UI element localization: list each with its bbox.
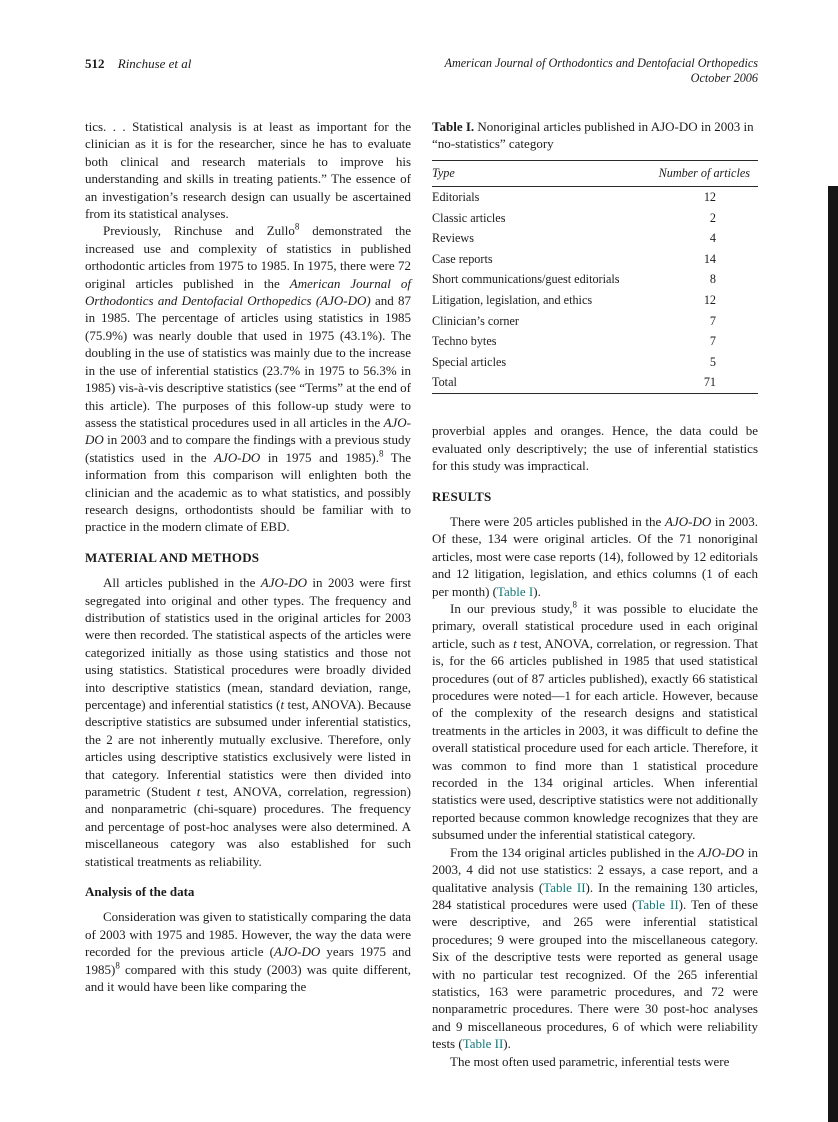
table-cell-type: Clinician’s corner <box>432 313 519 328</box>
table1 <box>432 160 758 394</box>
table-cell-count: 7 <box>709 313 716 328</box>
table-row <box>432 352 758 373</box>
table-cell-type: Reviews <box>432 231 474 246</box>
table-row <box>432 311 758 332</box>
table-cell-count: 4 <box>709 231 716 246</box>
paragraph: Consideration was given to statistically comparing the data of 2003 with 1975 and 1985. However, the way the data were recorded for the previous article (AJO-DO years 1975 and 1985)$^8$ compared with this study (2003) was quite different, and it would have been like comparing the <box>85 909 411 995</box>
table-row <box>432 290 758 311</box>
table-row <box>432 187 758 208</box>
page-edge-shadow <box>828 186 838 1122</box>
running-head-right <box>445 56 758 86</box>
table-cell-type: Short communications/guest editorials <box>432 272 620 287</box>
table-ref-link[interactable]: Table I <box>496 583 534 599</box>
paragraph: tics. . . Statistical analysis is at least as important for the clinician as it is for the researcher, since he has to evaluate both clinical and research materials to improve his understanding and skills in treating patients.” The essence of an investigation’s research design can usually be ascertained from its statistical analyses. <box>85 119 411 222</box>
paragraph: All articles published in the AJO-DO in 2003 were first segregated into original and other types. The frequency and distribution of statistics used in the original articles for 2003 were then recorded. The statistical aspects of the articles were categorized initially as those using statistics and those not using statistics. Statistical procedures were broadly divided into descriptive statistics (mean, standard deviation, range, percentage) and inferential statistics (t test, ANOVA). Because descriptive statistics are subsumed under inferential statistics, the 2 are not inherently mutually exclusive. Therefore, only articles using descriptive statistics exclusively were listed in that category. Inferential statistics were then divided into parametric (Student t test, ANOVA, correlation, regression) and nonparametric (chi-square) procedures. The frequency and percentage of post-hoc analyses were also determined. A miscellaneous category was also established for such statistical treatments as reliability. <box>85 575 411 869</box>
table-cell-type: Special articles <box>432 354 507 369</box>
table-row <box>432 229 758 250</box>
table-cell-count: 2 <box>709 210 716 225</box>
section-heading-results: RESULTS <box>432 488 492 504</box>
table-cell-type: Case reports <box>432 251 493 266</box>
table-cell-count: 7 <box>709 334 716 349</box>
subsection-heading-analysis: Analysis of the data <box>85 884 195 900</box>
table-col-header-count: Number of articles <box>645 161 758 187</box>
table-cell-count: 12 <box>703 190 716 204</box>
table-cell-count: 14 <box>703 251 716 266</box>
running-head-left <box>85 56 191 72</box>
table-ref-link[interactable]: Table II <box>636 896 679 912</box>
table-cell-count: 71 <box>703 375 716 390</box>
right-column <box>432 118 758 1070</box>
table-ref-link[interactable]: Table II <box>462 1036 504 1052</box>
section-heading-material-methods: MATERIAL AND METHODS <box>85 549 260 565</box>
running-authors: Rinchuse et al <box>117 56 192 71</box>
table-row <box>432 332 758 353</box>
table-cell-type: Classic articles <box>432 210 506 225</box>
table1-header-row <box>432 161 758 187</box>
table1-caption: Table I. Nonoriginal articles published in AJO-DO in 2003 in “no-statistics” category <box>432 119 754 151</box>
table-cell-count: 5 <box>709 354 716 369</box>
journal-title: American Journal of Orthodontics and Dentofacial Orthopedics <box>444 56 758 70</box>
paragraph: proverbial apples and oranges. Hence, the data could be evaluated only descriptively; the use of inferential statistics for this study was impractical. <box>432 423 758 474</box>
table-row-total <box>432 373 758 394</box>
table-row <box>432 208 758 229</box>
table-cell-type: Editorials <box>432 190 480 204</box>
left-column <box>85 118 411 996</box>
table-ref-link[interactable]: Table II <box>543 879 586 895</box>
table-cell-type: Litigation, legislation, and ethics <box>432 292 593 307</box>
table-cell-count: 8 <box>709 272 716 287</box>
issue-date: October 2006 <box>690 71 758 85</box>
paragraph: There were 205 articles published in the AJO-DO in 2003. Of these, 134 were original articles. Of the 71 nonoriginal articles, most were case reports (14), followed by 12 editorials and 12 litigation, legislation, and ethics columns (1 of each per month) (Table I). <box>432 513 758 599</box>
table-row <box>432 249 758 270</box>
table-cell-count: 12 <box>703 292 716 307</box>
paragraph: In our previous study,$^8$ it was possible to elucidate the primary, overall statistical procedure used in each original article, such as t test, ANOVA, correlation, or regression. That is, for the 66 articles published in 1985 that used statistical procedures (out of 87 articles published), exactly 66 statistical procedures were noted—1 for each article. However, because of the complexity of the research designs and statistical treatments in the articles in 2003, it was difficult to define the overall statistical procedure used for each article. Therefore, it was common to find more than 1 statistical procedure recorded in the 134 original articles. When inferential statistics were used, descriptive statistics were not additionally reported because common knowledge recognizes that they are subsumed under the inferential statistical category. <box>432 599 759 843</box>
table-col-header-type: Type <box>432 161 645 187</box>
paragraph: Previously, Rinchuse and Zullo$^8$ demonstrated the increased use and complexity of statistics in published orthodontic articles from 1975 to 1985. In 1975, there were 72 original articles published in the American Journal of Orthodontics and Dentofacial Orthopedics (AJO-DO) and 87 in 1985. The percentage of articles using statistics in 1985 (75.9%) was nearly double that used in 1975 (43.1%). The doubling in the use of statistics was mainly due to the increase in the use of inferential statistics (23.7% in 1975 to 56.3% in 1985) vis-à-vis descriptive statistics (see “Terms” at the end of this article). The purposes of this follow-up study were to assess the statistical procedures used in all articles in the AJO-DO in 2003 and to compare the findings with a previous study (statistics used in the AJO-DO in 1975 and 1985).$^8$ The information from this comparison will enlighten both the clinician and the academic as to what statistics, and possibly research designs, orthodontists should be familiar with to practice in the modern climate of EBD. <box>85 222 412 535</box>
table-cell-type: Total <box>432 375 457 390</box>
table-cell-type: Techno bytes <box>432 334 497 349</box>
page-header <box>85 56 758 86</box>
page-number: 512 <box>85 56 105 71</box>
paragraph: From the 134 original articles published in the AJO-DO in 2003, 4 did not use statistics: 2 essays, a case report, and a qualitative analysis (Table II). In the remaining 130 articles, 284 statistical procedures were used (Table II). Ten of these were descriptive, and 265 were inferential statistical procedures; 9 were grouped into the miscellaneous category. Six of the descriptive tests were reported as general usage with no particular test recognized. Of the 265 inferential statistics, 163 were parametric procedures, and 72 were nonparametric procedures. There were 30 post-hoc analyses and 9 miscellaneous procedures, 6 of which were reliability tests (Table II). <box>432 844 759 1052</box>
paragraph: The most often used parametric, inferential tests were <box>450 1053 730 1069</box>
table-row <box>432 270 758 291</box>
